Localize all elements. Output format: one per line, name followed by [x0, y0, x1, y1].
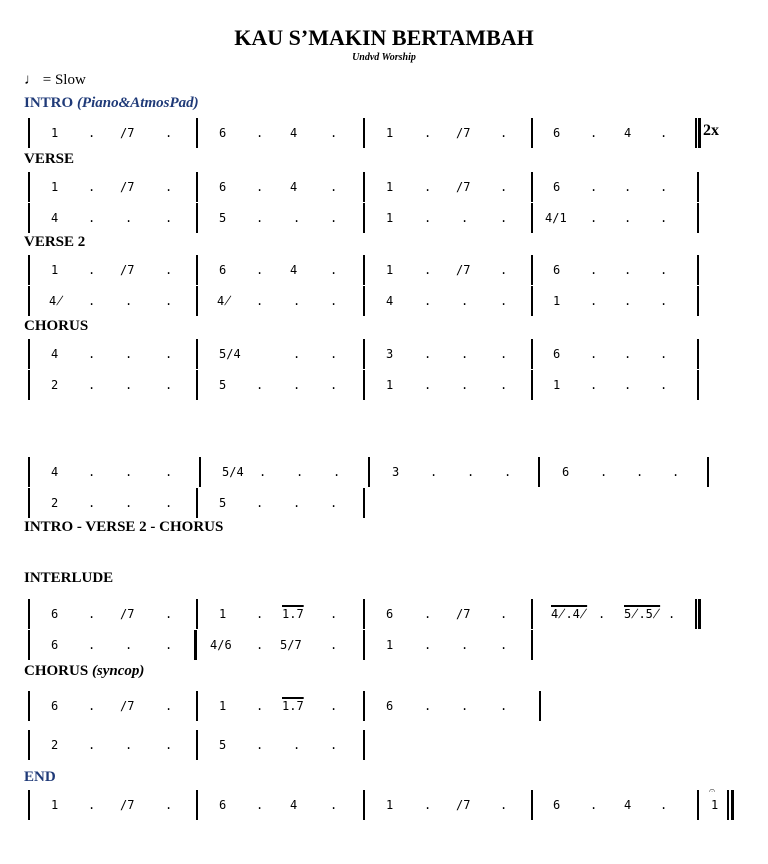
- beat-dot: .: [590, 347, 598, 361]
- beat-dot: .: [430, 465, 438, 479]
- section-chorus-syncop-name: CHORUS: [24, 663, 89, 679]
- beat-dot: .: [165, 211, 173, 225]
- barline: [697, 790, 699, 820]
- chord: 5: [219, 211, 227, 225]
- beat-dot: .: [333, 465, 341, 479]
- beat-dot: .: [256, 496, 264, 510]
- barline: [695, 118, 697, 148]
- chord: /7: [456, 607, 471, 621]
- barline: [707, 457, 709, 487]
- beat-dot: .: [467, 465, 475, 479]
- barline: [28, 286, 30, 316]
- barline: [196, 118, 198, 148]
- barline: [363, 691, 365, 721]
- beat-dot: .: [256, 211, 264, 225]
- beat-dot: .: [165, 378, 173, 392]
- beat-dot: .: [500, 263, 508, 277]
- beat-dot: .: [424, 798, 432, 812]
- beat-dot: .: [88, 699, 96, 713]
- section-interlude: INTERLUDE: [24, 570, 114, 586]
- chord: 5: [219, 738, 227, 752]
- beat-dot: .: [672, 465, 680, 479]
- beat-dot: .: [424, 294, 432, 308]
- beat-dot: .: [424, 607, 432, 621]
- chord: 1: [386, 126, 394, 140]
- barline: [731, 790, 734, 820]
- beat-dot: .: [500, 699, 508, 713]
- beat-dot: .: [88, 263, 96, 277]
- beat-dot: .: [88, 347, 96, 361]
- barline: [28, 730, 30, 760]
- barline: [363, 630, 365, 660]
- beat-dot: .: [636, 465, 644, 479]
- beat-dot: .: [256, 798, 264, 812]
- barline: [28, 339, 30, 369]
- repeat-count: 2x: [703, 122, 719, 139]
- beat-dot: .: [125, 211, 133, 225]
- beat-dot: .: [660, 126, 668, 140]
- chord: /7: [120, 607, 135, 621]
- chord: /7: [456, 798, 471, 812]
- barline: [363, 790, 365, 820]
- beat-dot: .: [660, 378, 668, 392]
- beat-dot: .: [330, 699, 338, 713]
- section-end: END: [24, 769, 56, 785]
- beat-dot: .: [424, 347, 432, 361]
- barline: [531, 172, 533, 202]
- chord: 4̸.4̸: [551, 607, 588, 621]
- barline: [698, 118, 701, 148]
- barline: [196, 172, 198, 202]
- barline: [697, 370, 699, 400]
- barline: [28, 691, 30, 721]
- barline: [28, 118, 30, 148]
- beat-dot: .: [461, 347, 469, 361]
- chord: 1: [386, 211, 394, 225]
- chord: 4: [290, 798, 298, 812]
- beat-dot: .: [256, 180, 264, 194]
- beat-dot: .: [590, 126, 598, 140]
- chord: /7: [456, 180, 471, 194]
- beat-dot: .: [504, 465, 512, 479]
- barline: [531, 790, 533, 820]
- beat-dot: .: [590, 180, 598, 194]
- chord: 1: [219, 607, 227, 621]
- beat-dot: .: [461, 294, 469, 308]
- beat-dot: .: [598, 607, 606, 621]
- chord: 6: [562, 465, 570, 479]
- beat-dot: .: [296, 465, 304, 479]
- barline: [363, 370, 365, 400]
- barline: [538, 457, 540, 487]
- chord: 4: [51, 211, 59, 225]
- chord: 4̸: [49, 294, 64, 308]
- beat-dot: .: [88, 798, 96, 812]
- chord: 5/7: [280, 638, 302, 652]
- chord: 4: [290, 180, 298, 194]
- beat-dot: .: [461, 211, 469, 225]
- barline: [531, 599, 533, 629]
- beat-dot: .: [125, 347, 133, 361]
- beat-dot: .: [461, 699, 469, 713]
- beat-dot: .: [500, 607, 508, 621]
- chord: /7: [120, 180, 135, 194]
- chord: 2: [51, 496, 59, 510]
- beat-dot: .: [330, 607, 338, 621]
- beat-dot: .: [424, 378, 432, 392]
- barline: [196, 790, 198, 820]
- chord: 4: [624, 798, 632, 812]
- beat-dot: .: [624, 347, 632, 361]
- chord: 1: [51, 263, 59, 277]
- beat-dot: .: [165, 699, 173, 713]
- chord: 4: [51, 465, 59, 479]
- beat-dot: .: [590, 263, 598, 277]
- chord: 1: [386, 638, 394, 652]
- barline: [196, 730, 198, 760]
- beat-dot: .: [165, 638, 173, 652]
- section-verse: VERSE: [24, 151, 75, 167]
- beat-dot: .: [88, 294, 96, 308]
- chord: /7: [456, 263, 471, 277]
- beat-dot: .: [125, 294, 133, 308]
- section-intro: [24, 94, 199, 112]
- chord: 6: [553, 126, 561, 140]
- barline: [28, 599, 30, 629]
- chord: 1: [386, 180, 394, 194]
- chord: 1.7: [282, 699, 304, 713]
- chord: 6: [553, 180, 561, 194]
- chord: 1: [51, 798, 59, 812]
- barline: [363, 488, 365, 518]
- beat-dot: .: [500, 798, 508, 812]
- section-verse-2: VERSE 2: [24, 234, 86, 250]
- chord: 6: [386, 607, 394, 621]
- beat-dot: .: [256, 638, 264, 652]
- beat-dot: .: [500, 347, 508, 361]
- beat-dot: .: [660, 798, 668, 812]
- beat-dot: .: [88, 378, 96, 392]
- barline: [698, 599, 701, 629]
- beat-dot: .: [125, 738, 133, 752]
- chord: 6: [219, 126, 227, 140]
- beat-dot: .: [590, 798, 598, 812]
- barline: [28, 255, 30, 285]
- beat-dot: .: [256, 607, 264, 621]
- barline: [695, 599, 697, 629]
- beat-dot: .: [293, 378, 301, 392]
- chord: 1: [553, 294, 561, 308]
- chord: 4: [51, 347, 59, 361]
- beat-dot: .: [424, 211, 432, 225]
- chord: 1: [553, 378, 561, 392]
- section-chorus-syncop-note: (syncop): [91, 663, 145, 679]
- barline: [28, 370, 30, 400]
- chord: 6: [553, 798, 561, 812]
- chord: 6: [51, 638, 59, 652]
- barline: [531, 286, 533, 316]
- barline: [531, 203, 533, 233]
- chord: 6: [219, 798, 227, 812]
- chord: 1: [386, 798, 394, 812]
- barline: [363, 599, 365, 629]
- beat-dot: .: [256, 263, 264, 277]
- beat-dot: .: [259, 465, 267, 479]
- beat-dot: .: [330, 798, 338, 812]
- beat-dot: .: [500, 211, 508, 225]
- barline: [363, 286, 365, 316]
- barline: [531, 630, 533, 660]
- barline: [196, 255, 198, 285]
- beat-dot: .: [660, 294, 668, 308]
- barline: [194, 630, 197, 660]
- beat-dot: .: [424, 263, 432, 277]
- chord: 6: [219, 180, 227, 194]
- barline: [196, 203, 198, 233]
- beat-dot: .: [624, 263, 632, 277]
- barline: [697, 203, 699, 233]
- chord: 2: [51, 738, 59, 752]
- beat-dot: .: [330, 263, 338, 277]
- chord: 5̸.5̸: [624, 607, 661, 621]
- beat-dot: .: [424, 180, 432, 194]
- chord: 4̸: [217, 294, 232, 308]
- beat-dot: .: [500, 180, 508, 194]
- chord: 2: [51, 378, 59, 392]
- beat-dot: .: [330, 738, 338, 752]
- beat-dot: .: [165, 126, 173, 140]
- fermata-symbol: 𝄐: [709, 784, 716, 797]
- artist-subtitle: Undvd Worship: [352, 52, 416, 63]
- beat-dot: .: [125, 378, 133, 392]
- beat-dot: .: [330, 347, 338, 361]
- chord: 4: [386, 294, 394, 308]
- barline: [363, 255, 365, 285]
- beat-dot: .: [660, 211, 668, 225]
- beat-dot: .: [125, 465, 133, 479]
- beat-dot: .: [165, 607, 173, 621]
- beat-dot: .: [590, 378, 598, 392]
- beat-dot: .: [330, 211, 338, 225]
- chord: 3: [386, 347, 394, 361]
- beat-dot: .: [165, 294, 173, 308]
- chord: 5/4: [222, 465, 244, 479]
- beat-dot: .: [256, 738, 264, 752]
- barline: [196, 599, 198, 629]
- beat-dot: .: [165, 347, 173, 361]
- chord: 6: [51, 699, 59, 713]
- beat-dot: .: [293, 738, 301, 752]
- beat-dot: .: [256, 294, 264, 308]
- section-intro-name: INTRO: [24, 95, 74, 111]
- beat-dot: .: [330, 126, 338, 140]
- barline: [531, 370, 533, 400]
- barline: [196, 691, 198, 721]
- barline: [697, 172, 699, 202]
- beat-dot: .: [500, 378, 508, 392]
- section-intro-note: (Piano&AtmosPad): [76, 95, 199, 111]
- chord: 1: [51, 180, 59, 194]
- chord: 1: [711, 798, 719, 812]
- barline: [28, 488, 30, 518]
- beat-dot: .: [88, 738, 96, 752]
- beat-dot: .: [165, 496, 173, 510]
- barline: [196, 286, 198, 316]
- barline: [531, 118, 533, 148]
- barline: [697, 339, 699, 369]
- chord: 5/4: [219, 347, 241, 361]
- chord: 1: [219, 699, 227, 713]
- section-chorus: CHORUS: [24, 318, 89, 334]
- beat-dot: .: [88, 211, 96, 225]
- chord: 1.7: [282, 607, 304, 621]
- beat-dot: .: [660, 263, 668, 277]
- beat-dot: .: [165, 465, 173, 479]
- chord: 6: [553, 347, 561, 361]
- beat-dot: .: [461, 378, 469, 392]
- barline: [28, 790, 30, 820]
- section-chorus-syncop: [24, 662, 144, 680]
- beat-dot: .: [461, 638, 469, 652]
- beat-dot: .: [624, 294, 632, 308]
- chord: 5: [219, 378, 227, 392]
- barline: [28, 203, 30, 233]
- chord: 4: [290, 263, 298, 277]
- chord: 1: [386, 263, 394, 277]
- beat-dot: .: [88, 638, 96, 652]
- barline: [539, 691, 541, 721]
- song-title: KAU S’MAKIN BERTAMBAH: [234, 25, 534, 50]
- beat-dot: .: [125, 638, 133, 652]
- chord: 6: [386, 699, 394, 713]
- beat-dot: .: [330, 294, 338, 308]
- beat-dot: .: [293, 294, 301, 308]
- chord: 1: [51, 126, 59, 140]
- barline: [531, 255, 533, 285]
- chord: 6: [219, 263, 227, 277]
- beat-dot: .: [330, 638, 338, 652]
- beat-dot: .: [88, 126, 96, 140]
- chord: 4/1: [545, 211, 567, 225]
- beat-dot: .: [330, 180, 338, 194]
- beat-dot: .: [624, 378, 632, 392]
- beat-dot: .: [165, 180, 173, 194]
- barline: [28, 457, 30, 487]
- beat-dot: .: [88, 607, 96, 621]
- beat-dot: .: [88, 465, 96, 479]
- barline: [363, 339, 365, 369]
- beat-dot: .: [500, 638, 508, 652]
- barline: [28, 630, 30, 660]
- chord: 3: [392, 465, 400, 479]
- beat-dot: .: [330, 496, 338, 510]
- chord: /7: [120, 126, 135, 140]
- barline: [196, 370, 198, 400]
- barline: [28, 172, 30, 202]
- chord: 4: [624, 126, 632, 140]
- beat-dot: .: [256, 126, 264, 140]
- beat-dot: .: [660, 347, 668, 361]
- section-sequence: INTRO - VERSE 2 - CHORUS: [24, 519, 224, 535]
- tempo-marking: ♩ = Slow: [24, 72, 86, 88]
- beat-dot: .: [500, 294, 508, 308]
- beat-dot: .: [330, 378, 338, 392]
- barline: [697, 255, 699, 285]
- barline: [363, 203, 365, 233]
- beat-dot: .: [125, 496, 133, 510]
- beat-dot: .: [256, 699, 264, 713]
- beat-dot: .: [165, 738, 173, 752]
- beat-dot: .: [293, 347, 301, 361]
- beat-dot: .: [424, 699, 432, 713]
- barline: [531, 339, 533, 369]
- barline: [368, 457, 370, 487]
- beat-dot: .: [668, 607, 676, 621]
- chord: /7: [120, 263, 135, 277]
- barline: [727, 790, 729, 820]
- barline: [196, 488, 198, 518]
- chord: /7: [120, 798, 135, 812]
- beat-dot: .: [424, 126, 432, 140]
- chord: /7: [120, 699, 135, 713]
- chord: 1: [386, 378, 394, 392]
- beat-dot: .: [88, 496, 96, 510]
- beat-dot: .: [165, 263, 173, 277]
- chord: 6: [51, 607, 59, 621]
- barline: [196, 339, 198, 369]
- beat-dot: .: [165, 798, 173, 812]
- beat-dot: .: [424, 638, 432, 652]
- beat-dot: .: [293, 496, 301, 510]
- chord: /7: [456, 126, 471, 140]
- barline: [363, 172, 365, 202]
- beat-dot: .: [600, 465, 608, 479]
- beat-dot: .: [590, 211, 598, 225]
- beat-dot: .: [590, 294, 598, 308]
- beat-dot: .: [624, 211, 632, 225]
- barline: [363, 118, 365, 148]
- barline: [363, 730, 365, 760]
- barline: [697, 286, 699, 316]
- barline: [199, 457, 201, 487]
- chord: 4: [290, 126, 298, 140]
- beat-dot: .: [293, 211, 301, 225]
- beat-dot: .: [624, 180, 632, 194]
- beat-dot: .: [256, 378, 264, 392]
- chord: 6: [553, 263, 561, 277]
- chord: 5: [219, 496, 227, 510]
- beat-dot: .: [500, 126, 508, 140]
- beat-dot: .: [88, 180, 96, 194]
- chord: 4/6: [210, 638, 232, 652]
- beat-dot: .: [660, 180, 668, 194]
